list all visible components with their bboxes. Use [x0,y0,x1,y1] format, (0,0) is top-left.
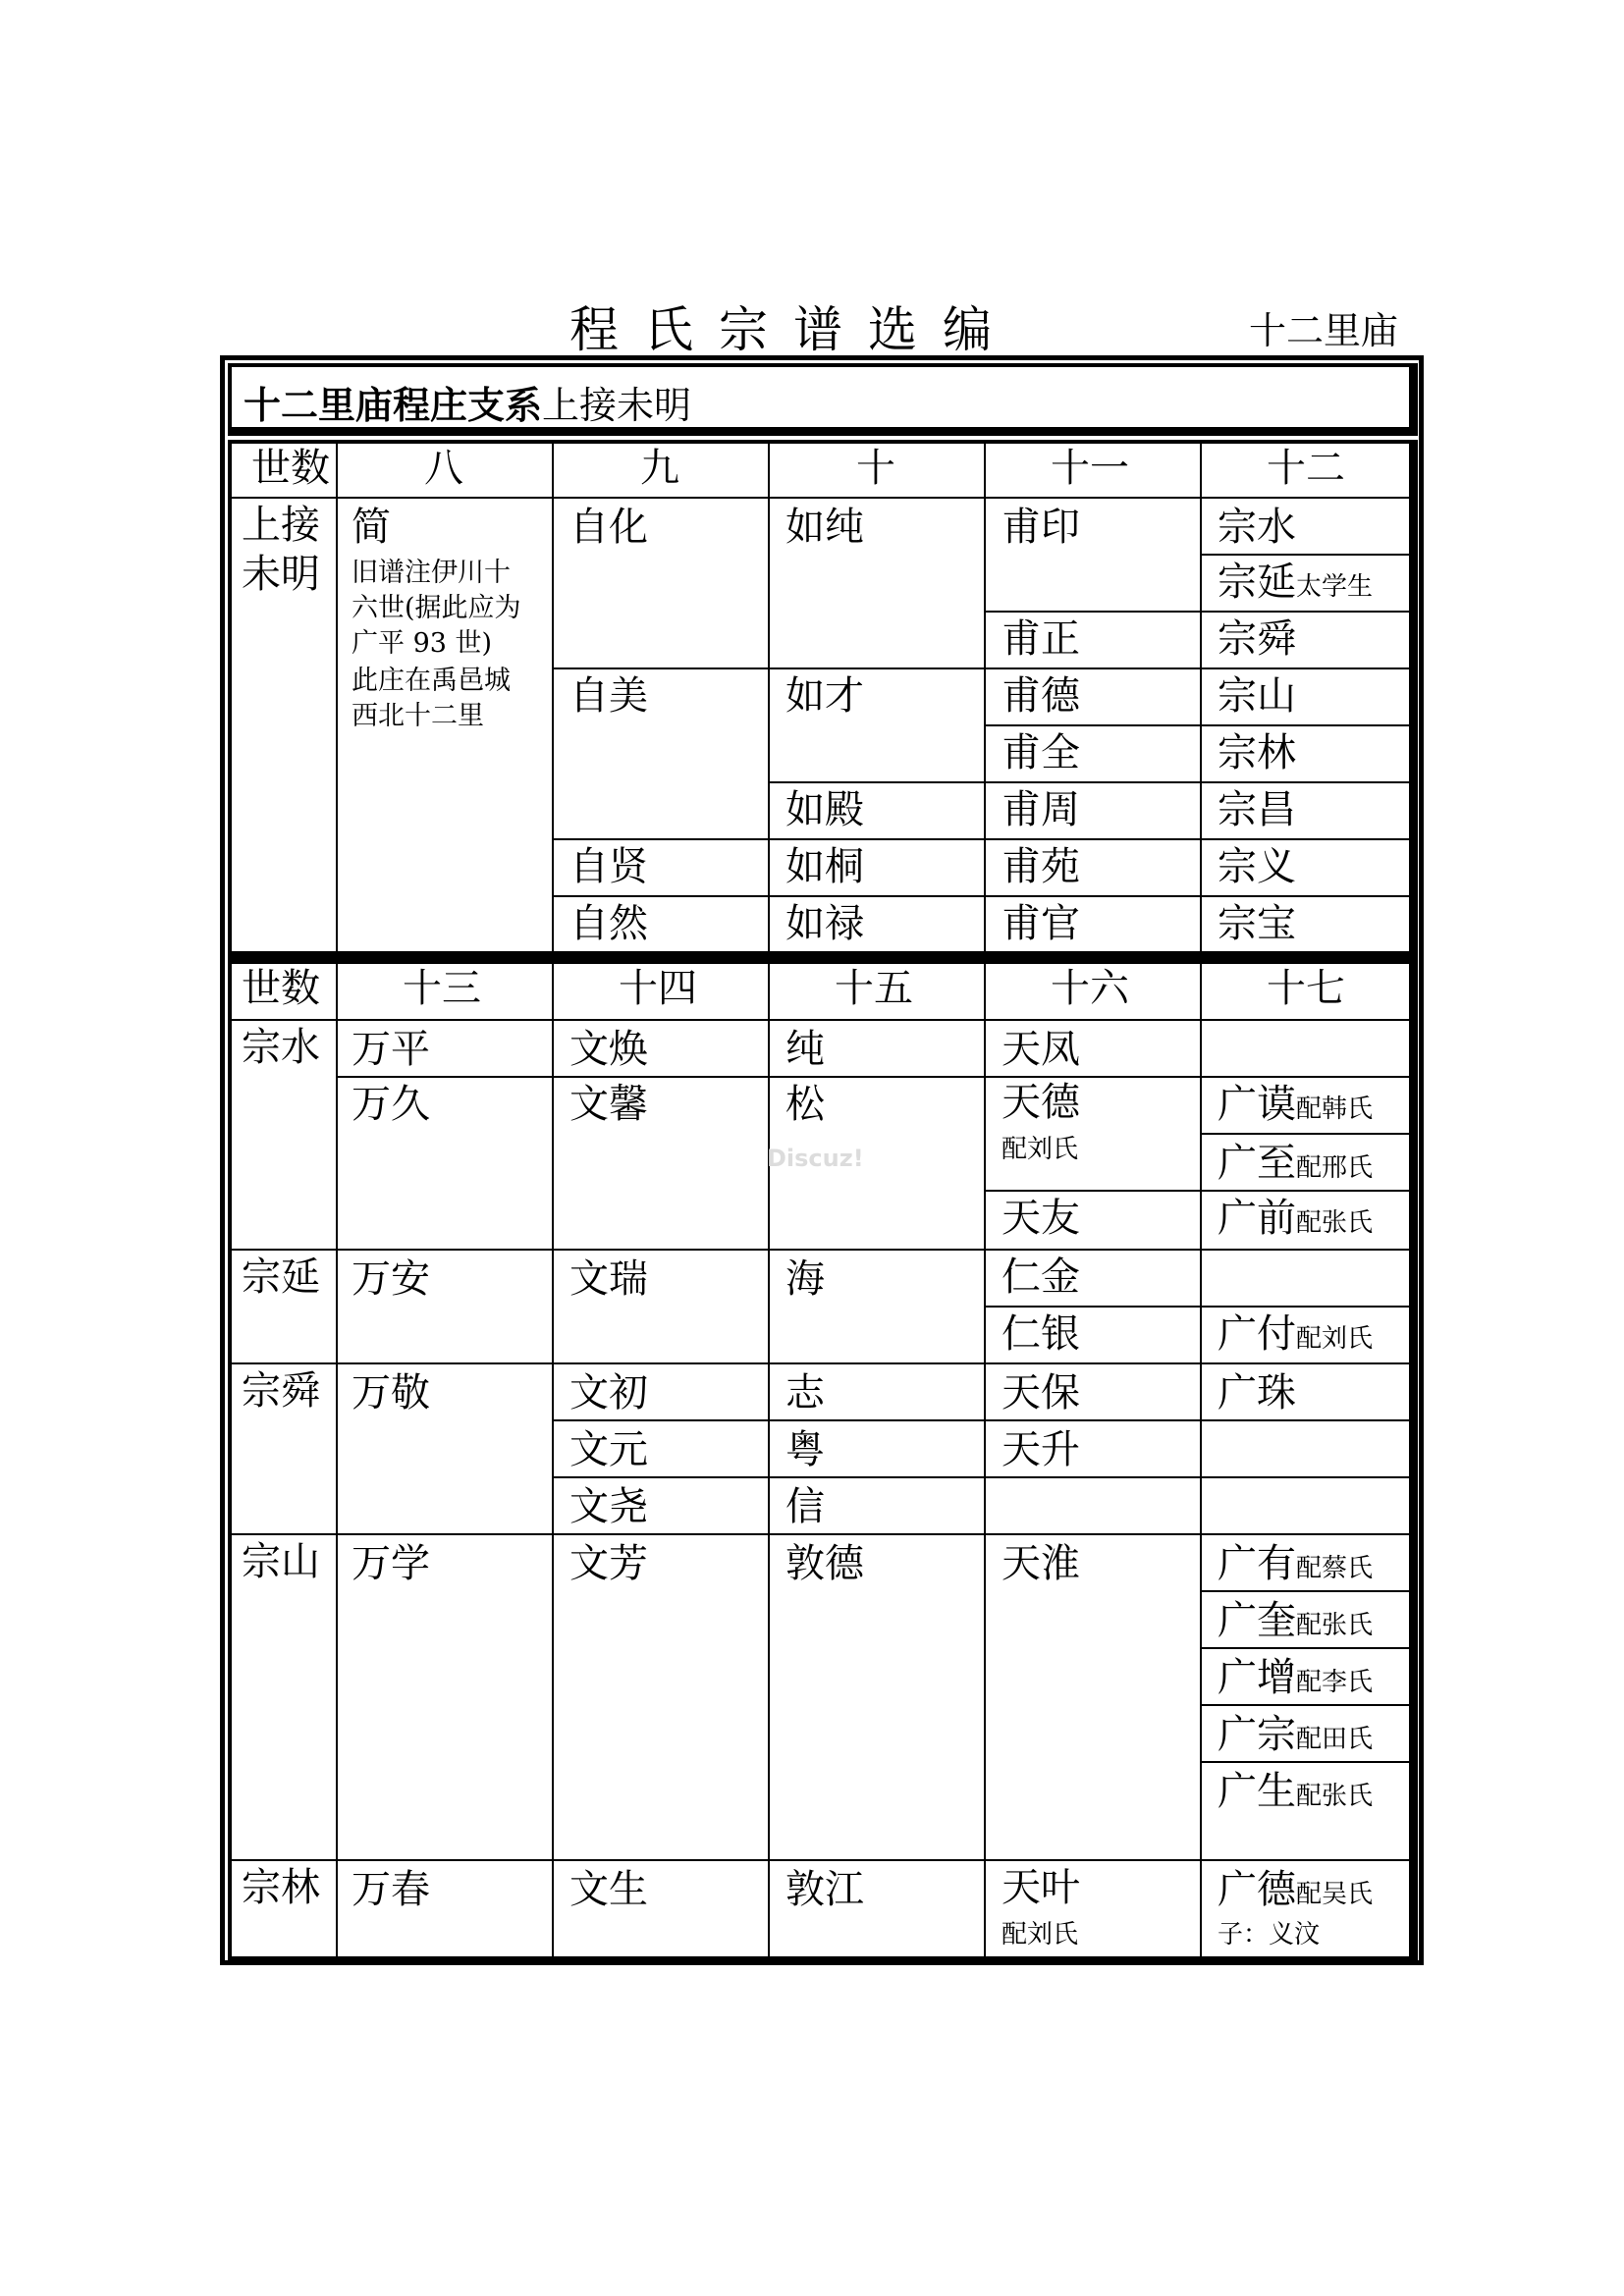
gen17-name: 广宗配田氏 [1218,1712,1374,1757]
header-gen-11: 十一 [1051,446,1129,491]
gen17-name: 广至配邢氏 [1218,1141,1374,1186]
branch-label: 宗林 [242,1865,320,1910]
header-gen-14: 十四 [619,966,697,1011]
branch-subtitle: 上接未明 [542,384,692,427]
gen17-name: 广生配张氏 [1218,1769,1374,1814]
gen10-name: 如桐 [785,844,864,889]
gen16-name: 天友 [1001,1196,1080,1241]
gen15-name: 纯 [785,1027,825,1072]
gen10-name: 如禄 [785,901,864,946]
gen14-name: 文尧 [569,1484,648,1529]
gen17-name: 广付配刘氏 [1218,1311,1374,1357]
header-gen-13: 十三 [403,966,481,1011]
branch-label: 宗水 [242,1025,320,1070]
spouse-note: 配田氏 [1296,1725,1374,1754]
gen13-name: 万久 [352,1082,430,1127]
gen11-name: 甫全 [1001,730,1080,775]
gen17-name: 广谟配韩氏 [1218,1082,1374,1127]
gen14-name: 文瑞 [569,1256,648,1302]
gen16-name: 仁金 [1001,1255,1080,1300]
spouse-note: 配邢氏 [1296,1153,1374,1183]
gen9-name: 自美 [569,673,648,719]
header-gen-16: 十六 [1051,966,1129,1011]
header-gen-9: 九 [640,446,679,491]
gen12-name: 宗舜 [1218,616,1296,662]
gen10-name: 如殿 [785,787,864,832]
gen16-name: 天德 [1001,1080,1080,1125]
gen15-name: 敦江 [785,1867,864,1912]
gen14-name: 文初 [569,1370,648,1415]
gen10-name: 如才 [785,673,864,719]
gen17-name: 广有配蔡氏 [1218,1541,1374,1586]
watermark: Discuz! [767,1145,864,1172]
gen16-name: 天升 [1001,1427,1080,1472]
lineage-label: 上接 [242,503,320,548]
header-gen-17: 十七 [1267,966,1345,1011]
ancestor-note: 此庄在禹邑城 [352,666,511,696]
gen17-name: 广奎配张氏 [1218,1598,1374,1643]
son-note: 子：义汶 [1218,1920,1321,1949]
gen11-name: 甫正 [1001,616,1080,662]
ancestor-note: 六世(据此应为 [352,593,521,623]
spouse-note: 配张氏 [1296,1782,1374,1811]
spouse-note: 配张氏 [1296,1208,1374,1238]
gen15-name: 敦德 [785,1541,864,1586]
gen13-name: 万安 [352,1256,430,1302]
gen13-name: 万敬 [352,1370,430,1415]
gen15-name: 海 [785,1256,825,1302]
gen14-name: 文焕 [569,1027,648,1072]
gen12-name: 宗延太学生 [1218,560,1374,605]
gen12-name: 宗山 [1218,673,1296,719]
gen16-name: 天凤 [1001,1027,1080,1072]
branch-label: 宗舜 [242,1368,320,1414]
gen15-name: 松 [785,1082,825,1127]
spouse-note: 配蔡氏 [1296,1554,1374,1583]
gen12-name: 宗昌 [1218,787,1296,832]
gen15-name: 信 [785,1484,825,1529]
gen14-name: 文生 [569,1867,648,1912]
gen14-name: 文元 [569,1427,648,1472]
spouse-note: 配张氏 [1296,1611,1374,1640]
gen16-name: 天淮 [1001,1541,1080,1586]
gen12-name: 宗水 [1218,505,1296,550]
ancestor-note: 西北十二里 [352,701,484,731]
ancestor-note: 广平 93 世) [352,628,493,659]
header-gen-12: 十二 [1267,446,1345,491]
gen9-name: 自贤 [569,844,648,889]
gen15-name: 粤 [785,1427,825,1472]
gen9-name: 自化 [569,505,648,550]
spouse-note: 配李氏 [1296,1668,1374,1697]
header-gen-15: 十五 [835,966,913,1011]
gen15-name: 志 [785,1370,825,1415]
spouse-note: 配吴氏 [1296,1880,1374,1909]
gen9-name: 自然 [569,901,648,946]
gen16-note: 配刘氏 [1001,1135,1079,1164]
gen13-name: 万春 [352,1867,430,1912]
gen11-name: 甫官 [1001,901,1080,946]
page-tag: 十二里庙 [1249,309,1399,352]
gen13-name: 万学 [352,1541,430,1586]
gen11-name: 甫周 [1001,787,1080,832]
gen14-name: 文馨 [569,1082,648,1127]
header-generation: 世数 [242,966,320,1011]
gen16-name: 天叶 [1001,1865,1080,1910]
ancestor-note: 旧谱注伊川十 [352,558,511,588]
gen10-name: 如纯 [785,505,864,550]
gen11-name: 甫苑 [1001,844,1080,889]
gen12-name: 宗义 [1218,844,1296,889]
gen16-name: 仁银 [1001,1311,1080,1357]
ancestor-name: 简 [352,505,391,550]
gen17-name: 广德配吴氏 [1218,1867,1374,1912]
gen13-name: 万平 [352,1027,430,1072]
branch-label: 宗山 [242,1539,320,1584]
gen12-note: 太学生 [1296,572,1374,602]
spouse-note: 配韩氏 [1296,1095,1374,1124]
spouse-note: 配刘氏 [1296,1324,1374,1354]
gen14-name: 文芳 [569,1541,648,1586]
document-title: 程氏宗谱选编 [569,301,1017,358]
lineage-label: 未明 [242,552,320,597]
gen17-name: 广前配张氏 [1218,1196,1374,1241]
header-gen-8: 八 [424,446,463,491]
branch-label: 宗延 [242,1255,320,1300]
gen17-name: 广增配李氏 [1218,1655,1374,1700]
gen17-name: 广珠 [1218,1370,1296,1415]
gen11-name: 甫印 [1001,505,1080,550]
gen16-note: 配刘氏 [1001,1920,1079,1949]
header-generation: 世数 [251,446,330,491]
gen12-name: 宗宝 [1218,901,1296,946]
gen11-name: 甫德 [1001,673,1080,719]
branch-banner [228,363,1418,436]
branch-title: 十二里庙程庄支系 [244,384,543,427]
gen12-name: 宗林 [1218,730,1296,775]
gen16-name: 天保 [1001,1370,1080,1415]
header-gen-10: 十 [856,446,895,491]
